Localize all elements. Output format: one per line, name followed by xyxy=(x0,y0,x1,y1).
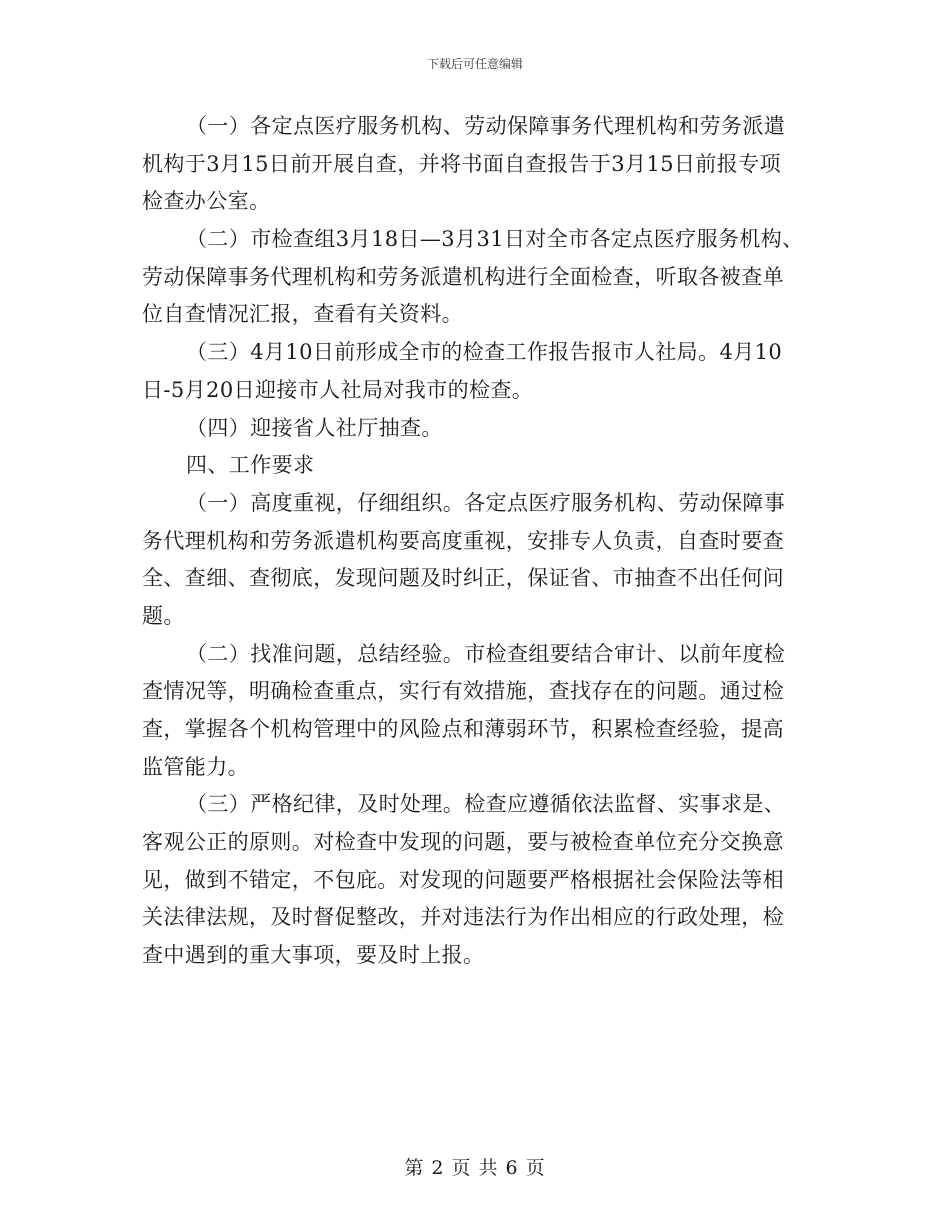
page-header: 下载后可任意编辑 xyxy=(426,57,523,71)
text-line: （一）高度重视，仔细组织。各定点医疗服务机构、劳动保障事 xyxy=(186,490,786,515)
text-line: （四）迎接省人社厅抽查。 xyxy=(186,415,443,440)
text-line: 查，掌握各个机构管理中的风险点和薄弱环节，积累检查经验，提高 xyxy=(142,717,784,741)
text-line: 四、工作要求 xyxy=(186,453,315,478)
page-number: 第 2 页 共 6 页 xyxy=(404,1157,546,1179)
text-line: 全、查细、查彻底，发现问题及时纠正，保证省、市抽查不出任何问 xyxy=(142,566,784,591)
text-line: 检查办公室。 xyxy=(142,189,271,214)
text-line: （二）找准问题，总结经验。市检查组要结合审计、以前年度检 xyxy=(186,641,786,666)
text-line: 日-5月20日迎接市人社局对我市的检查。 xyxy=(142,377,534,402)
text-line: 监管能力。 xyxy=(142,754,249,779)
document-body xyxy=(142,108,807,975)
text-line: 客观公正的原则。对检查中发现的问题，要与被检查单位充分交换意 xyxy=(142,830,784,855)
text-line: 关法律法规，及时督促整改，并对违法行为作出相应的行政处理，检 xyxy=(142,905,784,930)
text-line: 查情况等，明确检查重点，实行有效措施，查找存在的问题。通过检 xyxy=(142,679,784,704)
text-line: 题。 xyxy=(142,603,185,628)
text-line: 务代理机构和劳务派遣机构要高度重视，安排专人负责，自查时要查 xyxy=(142,528,784,553)
text-line: 见，做到不错定，不包庇。对发现的问题要严格根据社会保险法等相 xyxy=(142,867,784,892)
text-line: （三）4月10日前形成全市的检查工作报告报市人社局。4月10 xyxy=(186,340,783,365)
text-line: （一）各定点医疗服务机构、劳动保障事务代理机构和劳务派遣 xyxy=(186,114,786,138)
text-line: 机构于3月15日前开展自查，并将书面自查报告于3月15日前报专项 xyxy=(142,151,781,176)
text-line: （三）严格纪律，及时处理。检查应遵循依法监督、实事求是、 xyxy=(186,792,786,817)
text-line: 劳动保障事务代理机构和劳务派遣机构进行全面检查，听取各被查单 xyxy=(142,264,784,289)
text-line: 查中遇到的重大事项，要及时上报。 xyxy=(142,943,485,968)
text-line: （二）市检查组3月18日—3月31日对全市各定点医疗服务机构、 xyxy=(186,227,804,252)
text-line: 位自查情况汇报，查看有关资料。 xyxy=(142,302,463,327)
